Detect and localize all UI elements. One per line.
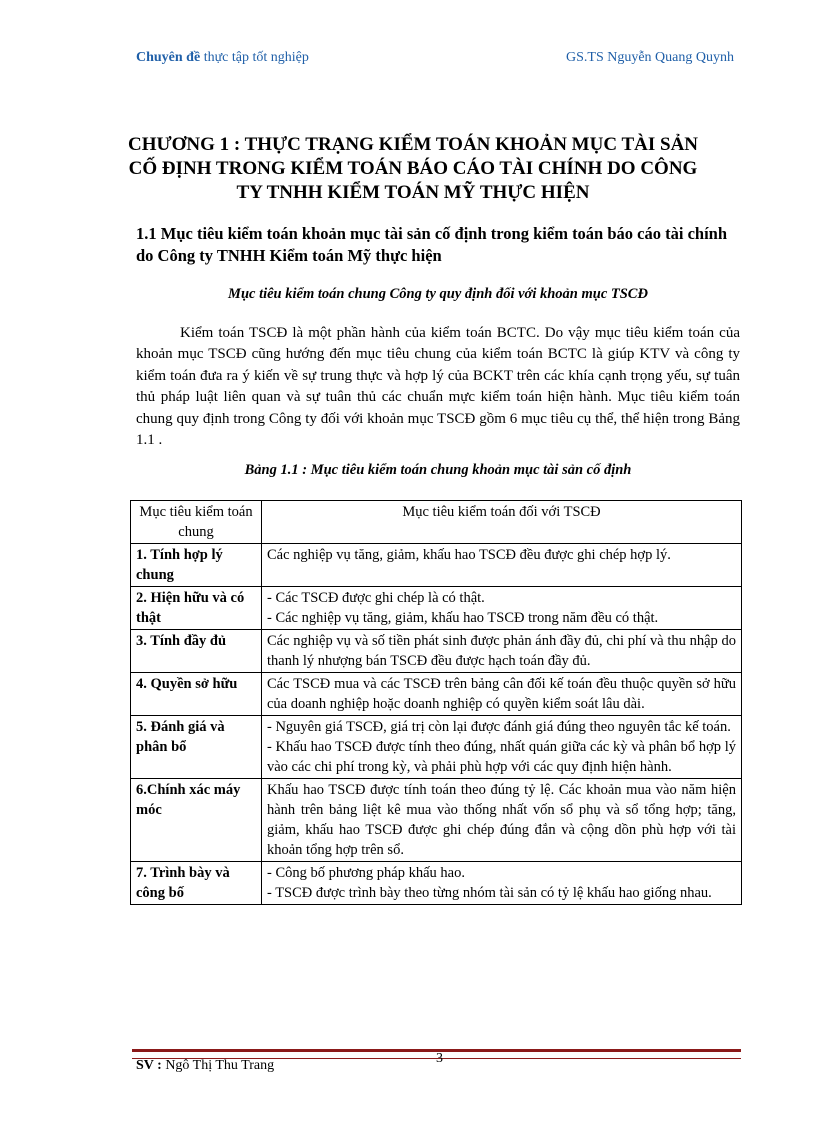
objectives-table [130, 500, 742, 905]
objective-cell: 4. Quyền sở hữu [131, 673, 262, 716]
objective-cell: 6.Chính xác máy móc [131, 779, 262, 862]
detail-line: Khấu hao TSCĐ được tính toán theo đúng tỷ lệ. Các khoản mua vào năm hiện hành trên bảng liệt kê mua vào thống nhất vốn sổ phụ và sổ tổng hợp; tăng, giảm, khấu hao TSCĐ được ghi chép đúng đắn và cộng dồn phù hợp với tài khoản tổng hợp trên sổ. [267, 782, 736, 858]
detail-line: Các TSCĐ mua và các TSCĐ trên bảng cân đối kế toán đều thuộc quyền sở hữu của doanh nghiệp hoặc doanh nghiệp có quyền kiểm soát lâu dài. [267, 676, 736, 712]
header-supervisor: GS.TS Nguyễn Quang Quynh [566, 50, 734, 65]
objective-cell: 3. Tính đầy đủ [131, 630, 262, 673]
header-course-title: Chuyên đề thực tập tốt nghiệp [136, 50, 309, 65]
table-row [131, 587, 742, 630]
footer-student [136, 1058, 274, 1074]
subsection-subtitle: Mục tiêu kiểm toán chung Công ty quy định đối với khoản mục TSCĐ [228, 286, 648, 302]
table-caption: Bảng 1.1 : Mục tiêu kiểm toán chung khoản mục tài sản cố định [244, 462, 632, 478]
detail-cell [262, 544, 742, 587]
table-row [131, 862, 742, 905]
body-paragraph: Kiểm toán TSCĐ là một phần hành của kiểm toán BCTC. Do vậy mục tiêu kiểm toán của khoản mục TSCĐ cũng hướng đến mục tiêu chung của kiểm toán BCTC là giúp KTV và công ty kiểm toán đưa ra ý kiến về sự trung thực và hợp lý của BCKT trên các khía cạnh trọng yếu, sự tuân thủ pháp luật liên quan và sự tuân thủ các chuẩn mực kiểm toán hiện hành. Mục tiêu kiểm toán chung quy định trong Công ty đối với khoản mục TSCĐ gồm 6 mục tiêu cụ thể, thể hiện trong Bảng 1.1 . [136, 325, 740, 449]
table-header-row [131, 501, 742, 544]
detail-line: - Công bố phương pháp khấu hao. [267, 865, 465, 881]
detail-cell [262, 779, 742, 862]
objective-cell: 2. Hiện hữu và có thật [131, 587, 262, 630]
page-number: 3 [436, 1051, 443, 1066]
objective-cell: 1. Tính hợp lý chung [131, 544, 262, 587]
column-header-fixed-assets: Mục tiêu kiểm toán đối với TSCĐ [262, 501, 742, 544]
objective-cell: 7. Trình bày và công bố [131, 862, 262, 905]
detail-line: - Nguyên giá TSCĐ, giá trị còn lại được đánh giá đúng theo nguyên tắc kế toán. [267, 719, 731, 735]
detail-cell [262, 587, 742, 630]
objective-cell: 5. Đánh giá và phân bổ [131, 716, 262, 779]
column-header-general: Mục tiêu kiểm toán chung [131, 501, 262, 544]
detail-cell [262, 716, 742, 779]
detail-line: - Các TSCĐ được ghi chép là có thật. [267, 590, 485, 606]
page-header [136, 50, 734, 70]
detail-line: - TSCĐ được trình bày theo từng nhóm tài sản có tỷ lệ khấu hao giống nhau. [267, 885, 712, 901]
table-row [131, 630, 742, 673]
table-row [131, 673, 742, 716]
detail-cell [262, 630, 742, 673]
table-row [131, 544, 742, 587]
detail-line: Các nghiệp vụ tăng, giảm, khấu hao TSCĐ đều được ghi chép hợp lý. [267, 547, 671, 563]
detail-line: Các nghiệp vụ và số tiền phát sinh được phản ánh đầy đủ, chi phí và thu nhập do thanh lý nhượng bán TSCĐ đều được hạch toán đầy đủ. [267, 633, 736, 669]
student-label: SV : [136, 1058, 166, 1073]
table-row [131, 779, 742, 862]
section-title: 1.1 Mục tiêu kiểm toán khoản mục tài sản cố định trong kiểm toán báo cáo tài chính do Công ty TNHH Kiểm toán Mỹ thực hiện [136, 224, 728, 265]
detail-line: - Các nghiệp vụ tăng, giảm, khấu hao TSCĐ trong năm đều có thật. [267, 610, 659, 626]
student-name: Ngô Thị Thu Trang [165, 1058, 275, 1073]
detail-cell [262, 673, 742, 716]
detail-line: - Khấu hao TSCĐ được tính theo đúng, nhất quán giữa các kỳ và phân bổ hợp lý vào các chi phí trong kỳ, và phải phù hợp với các quy định hiện hành. [267, 739, 736, 775]
table-row [131, 716, 742, 779]
chapter-title: CHƯƠNG 1 : THỰC TRẠNG KIỂM TOÁN KHOẢN MỤC TÀI SẢN CỐ ĐỊNH TRONG KIỂM TOÁN BÁO CÁO TÀI CHÍNH DO CÔNG TY TNHH KIỂM TOÁN MỸ THỰC HIỆN [127, 134, 699, 203]
detail-cell [262, 862, 742, 905]
